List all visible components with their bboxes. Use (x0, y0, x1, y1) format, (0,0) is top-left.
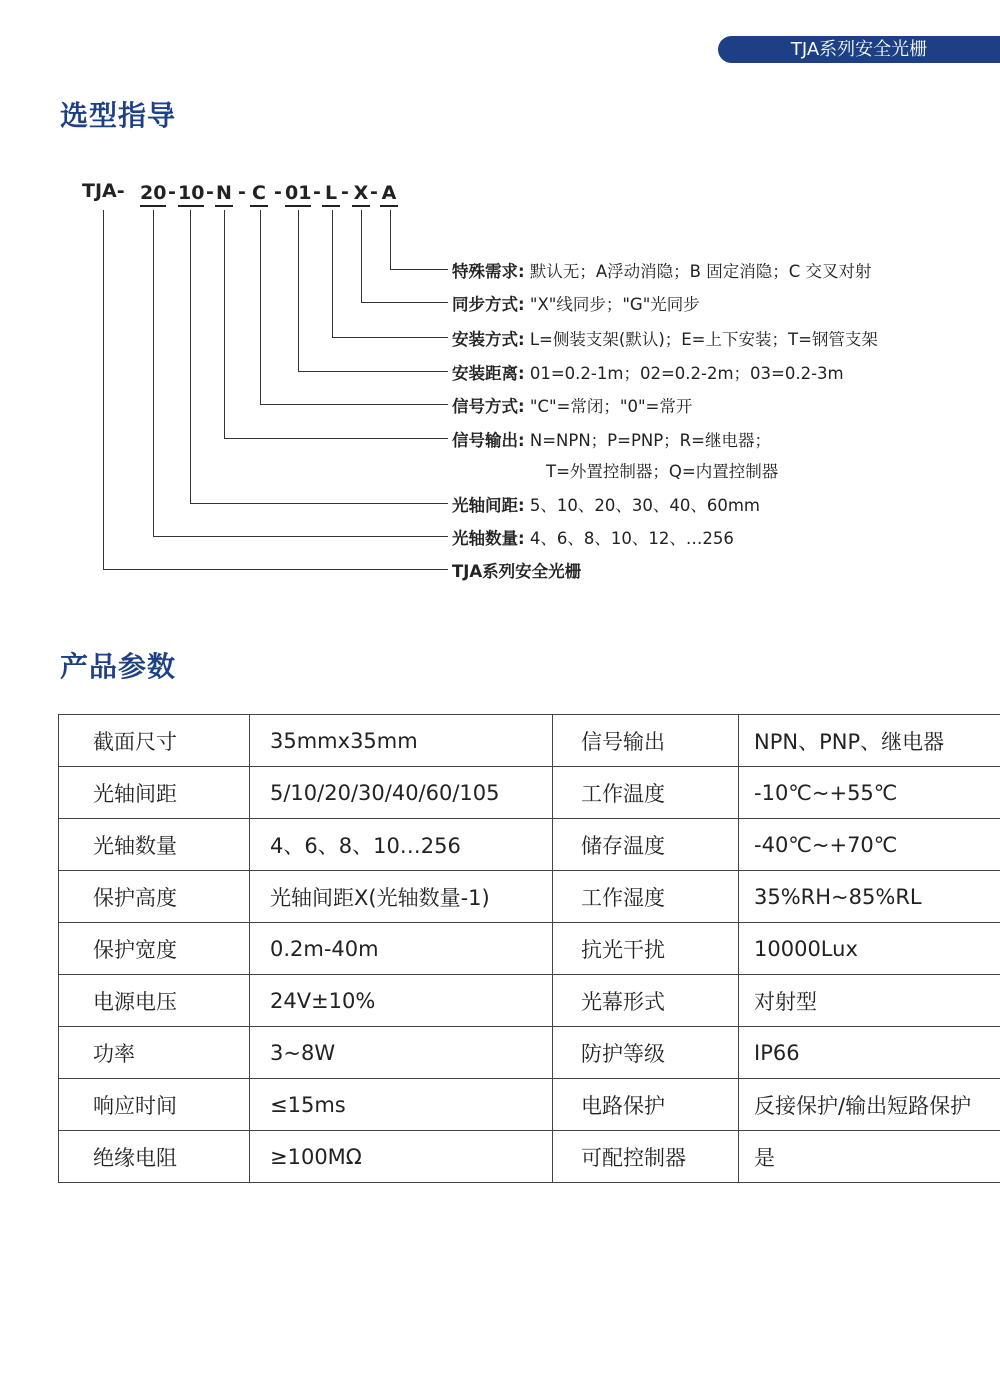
legend-signal-output: 信号输出: N=NPN；P=PNP；R=继电器； (452, 431, 771, 450)
code-separator: - (206, 181, 214, 203)
spec-value: 3~8W (250, 1027, 553, 1079)
table-row (59, 923, 1000, 975)
code-segment-install-distance: 01 (285, 182, 311, 204)
spec-value: NPN、PNP、继电器 (739, 715, 1000, 767)
spec-key: 可配控制器 (553, 1131, 739, 1183)
legend-axis-spacing: 光轴间距: 5、10、20、30、40、60mm (452, 496, 760, 515)
spec-table (58, 714, 1000, 1183)
table-row (59, 1027, 1000, 1079)
legend-signal-mode: 信号方式: "C"=常闭；"0"=常开 (452, 397, 693, 416)
spec-value: 35mmx35mm (250, 715, 553, 767)
legend-series-name: TJA系列安全光栅 (452, 562, 582, 581)
spec-key: 保护高度 (59, 871, 250, 923)
spec-value: 对射型 (739, 975, 1000, 1027)
table-row (59, 819, 1000, 871)
spec-value: -40℃~+70℃ (739, 819, 1000, 871)
table-row (59, 715, 1000, 767)
spec-key: 光轴间距 (59, 767, 250, 819)
table-row (59, 1079, 1000, 1131)
code-segment-sync-method: X (352, 182, 370, 204)
spec-key: 工作温度 (553, 767, 739, 819)
table-row (59, 1131, 1000, 1183)
spec-key: 储存温度 (553, 819, 739, 871)
code-separator: - (238, 181, 246, 203)
spec-key: 响应时间 (59, 1079, 250, 1131)
series-tag: TJA系列安全光栅 (718, 36, 1000, 63)
spec-value: 是 (739, 1131, 1000, 1183)
code-segment-special: A (380, 182, 398, 204)
spec-value: 光轴间距X(光轴数量-1) (250, 871, 553, 923)
code-segment-signal-mode: C (250, 182, 268, 204)
legend-install-distance: 安装距离: 01=0.2-1m；02=0.2-2m；03=0.2-3m (452, 364, 844, 383)
code-segment-axis-spacing: 10 (178, 182, 204, 204)
spec-key: 信号输出 (553, 715, 739, 767)
spec-key: 截面尺寸 (59, 715, 250, 767)
code-prefix: TJA- (82, 180, 125, 202)
spec-key: 电路保护 (553, 1079, 739, 1131)
spec-key: 电源电压 (59, 975, 250, 1027)
spec-key: 光幕形式 (553, 975, 739, 1027)
spec-value: 10000Lux (739, 923, 1000, 975)
code-separator: - (168, 181, 176, 203)
table-row (59, 871, 1000, 923)
spec-value: ≥100MΩ (250, 1131, 553, 1183)
table-row (59, 975, 1000, 1027)
spec-value: 35%RH~85%RL (739, 871, 1000, 923)
code-separator: - (370, 181, 378, 203)
spec-value: 0.2m-40m (250, 923, 553, 975)
spec-value: 反接保护/输出短路保护 (739, 1079, 1000, 1131)
legend-special-requirement: 特殊需求: 默认无；A浮动消隐；B 固定消隐；C 交叉对射 (452, 262, 872, 281)
spec-key: 防护等级 (553, 1027, 739, 1079)
section-title-product-parameters: 产品参数 (60, 650, 177, 683)
spec-value: ≤15ms (250, 1079, 553, 1131)
legend-sync-method: 同步方式: "X"线同步；"G"光同步 (452, 295, 700, 314)
legend-install-method: 安装方式: L=侧装支架(默认)；E=上下安装；T=钢管支架 (452, 330, 878, 349)
spec-key: 功率 (59, 1027, 250, 1079)
code-separator: - (341, 181, 349, 203)
spec-key: 工作湿度 (553, 871, 739, 923)
legend-axis-count: 光轴数量: 4、6、8、10、12、…256 (452, 529, 734, 548)
spec-value: IP66 (739, 1027, 1000, 1079)
spec-key: 保护宽度 (59, 923, 250, 975)
spec-value: 24V±10% (250, 975, 553, 1027)
spec-value: 5/10/20/30/40/60/105 (250, 767, 553, 819)
table-row (59, 767, 1000, 819)
code-segment-signal-output: N (215, 182, 233, 204)
spec-key: 抗光干扰 (553, 923, 739, 975)
code-segment-install-method: L (322, 182, 340, 204)
legend-signal-output-cont: T=外置控制器；Q=内置控制器 (546, 462, 779, 481)
code-separator: - (274, 181, 282, 203)
spec-value: 4、6、8、10…256 (250, 819, 553, 871)
spec-key: 光轴数量 (59, 819, 250, 871)
code-segment-axis-count: 20 (140, 182, 166, 204)
spec-value: -10℃~+55℃ (739, 767, 1000, 819)
section-title-selection-guide: 选型指导 (60, 99, 177, 132)
code-separator: - (313, 181, 321, 203)
spec-key: 绝缘电阻 (59, 1131, 250, 1183)
